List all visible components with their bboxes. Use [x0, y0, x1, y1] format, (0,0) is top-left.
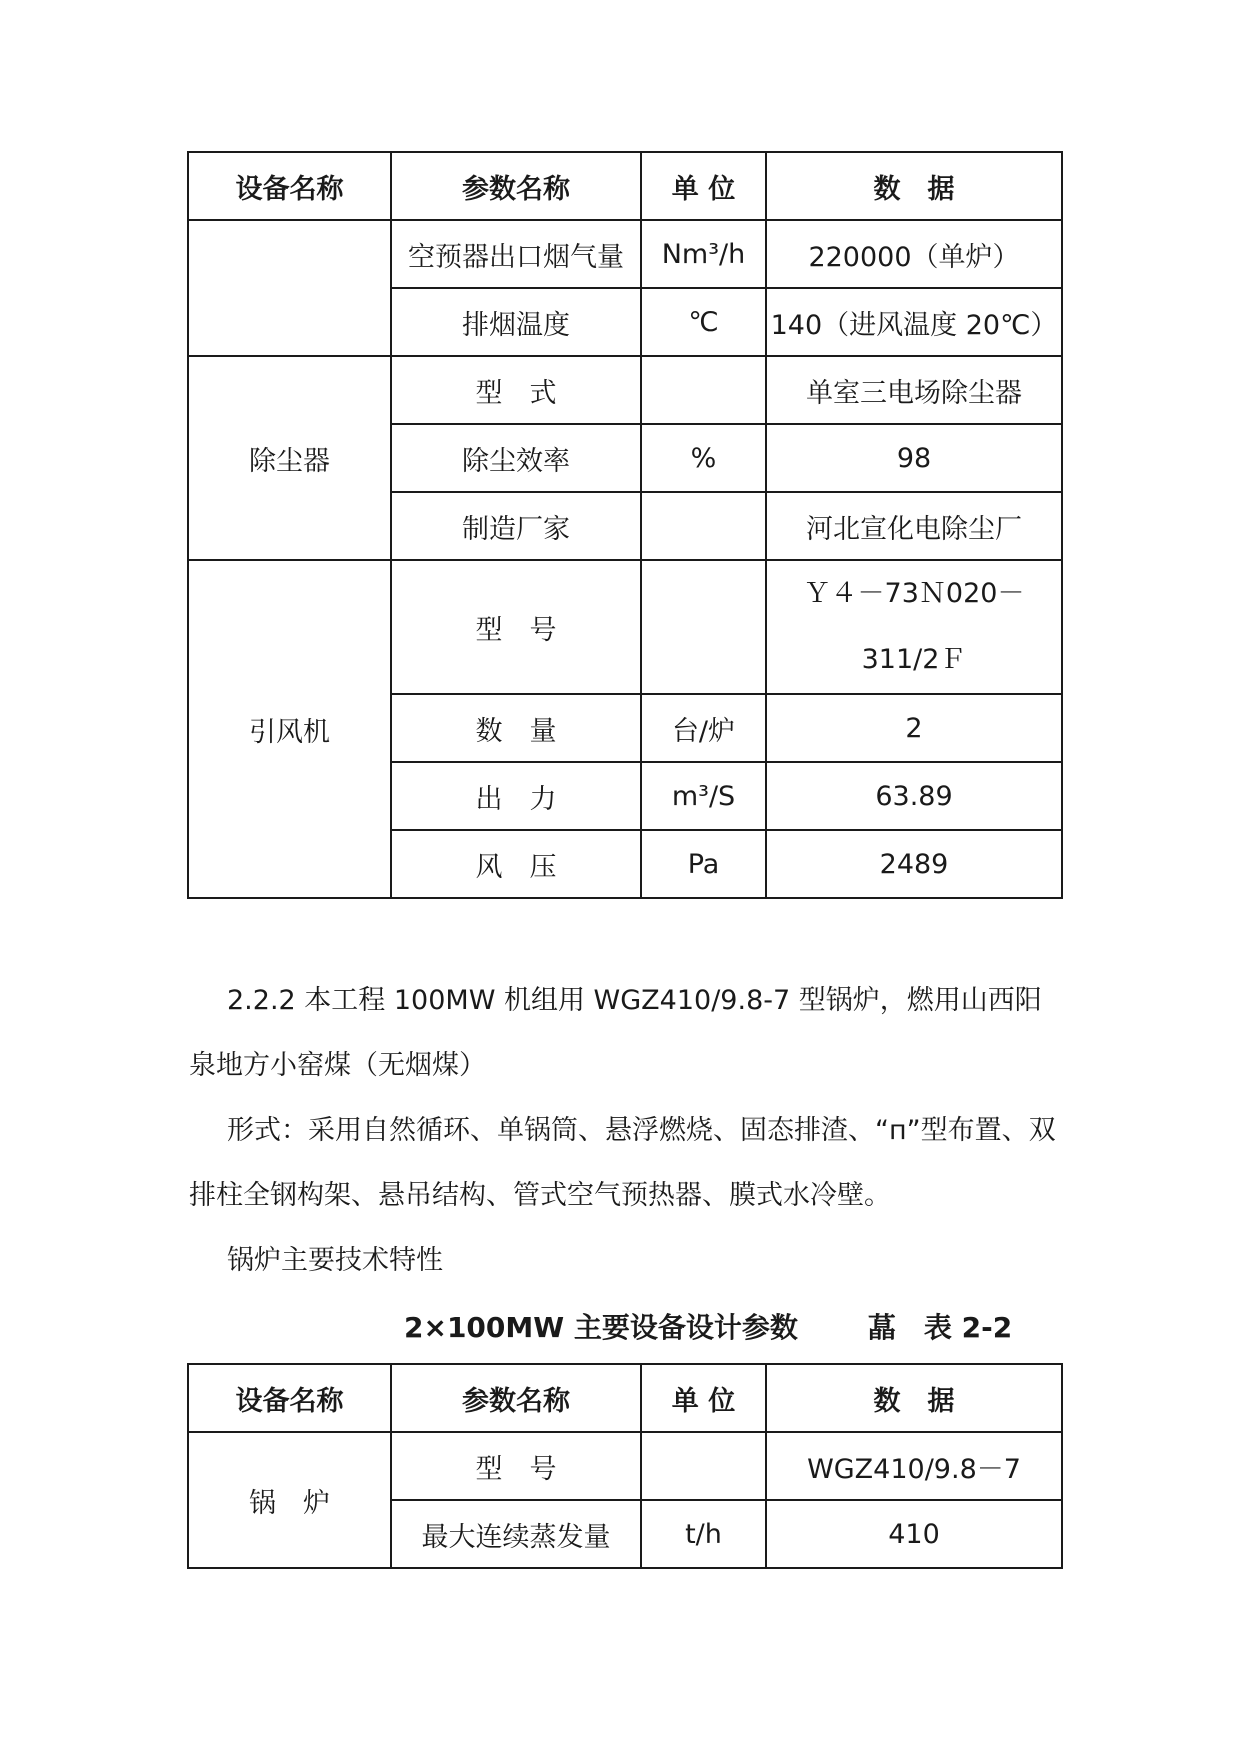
table-header-row [188, 152, 1062, 220]
value-cell: 河北宣化电除尘厂 [766, 492, 1062, 560]
header-data: 数 据 [766, 1364, 1062, 1432]
paragraph-boiler-form: 形式：采用自然循环、单锅筒、悬浮燃烧、固态排渣、“п”型布置、双排柱全钢构架、悬吊结构、管式空气预热器、膜式水冷壁。 [189, 1115, 1056, 1211]
param-cell: 型 号 [391, 1432, 641, 1500]
unit-cell [641, 1432, 766, 1500]
main-equipment-design-parameters-table [187, 1363, 1063, 1569]
table-caption [404, 1296, 1064, 1360]
header-device-name: 设备名称 [188, 1364, 391, 1432]
table-row [188, 356, 1062, 424]
value-cell: 2 [766, 694, 1062, 762]
value-cell: 单室三电场除尘器 [766, 356, 1062, 424]
unit-cell: 台/炉 [641, 694, 766, 762]
param-cell: 出 力 [391, 762, 641, 830]
unit-cell: t/h [641, 1500, 766, 1568]
table-row [188, 220, 1062, 288]
value-line-2: 311/2Ｆ [861, 644, 967, 675]
unit-cell [641, 492, 766, 560]
caption-table-number: 蕌 表 2-2 [867, 1311, 1013, 1344]
value-cell: 220000（单炉） [766, 220, 1062, 288]
device-cell-induced-draft-fan: 引风机 [188, 560, 391, 898]
value-cell: 63.89 [766, 762, 1062, 830]
unit-cell: % [641, 424, 766, 492]
table-row [188, 560, 1062, 694]
value-cell: WGZ410/9.8－7 [766, 1432, 1062, 1500]
unit-cell [641, 356, 766, 424]
device-cell-dust-collector: 除尘器 [188, 356, 391, 560]
header-data: 数 据 [766, 152, 1062, 220]
param-cell: 空预器出口烟气量 [391, 220, 641, 288]
equipment-parameters-table-continued [187, 151, 1063, 899]
param-cell: 制造厂家 [391, 492, 641, 560]
table-header-row [188, 1364, 1062, 1432]
unit-cell: Nm³/h [641, 220, 766, 288]
header-parameter-name: 参数名称 [391, 1364, 641, 1432]
header-unit: 单 位 [641, 1364, 766, 1432]
param-cell: 排烟温度 [391, 288, 641, 356]
value-cell: 2489 [766, 830, 1062, 898]
value-cell: 98 [766, 424, 1062, 492]
unit-cell: m³/S [641, 762, 766, 830]
header-parameter-name: 参数名称 [391, 152, 641, 220]
header-unit: 单 位 [641, 152, 766, 220]
value-cell: 410 [766, 1500, 1062, 1568]
value-cell-two-line [766, 560, 1062, 694]
param-cell: 风 压 [391, 830, 641, 898]
param-cell: 型 号 [391, 560, 641, 694]
param-cell: 型 式 [391, 356, 641, 424]
table-row [188, 1432, 1062, 1500]
unit-cell: Pa [641, 830, 766, 898]
param-cell: 最大连续蒸发量 [391, 1500, 641, 1568]
unit-cell [641, 560, 766, 694]
param-cell: 除尘效率 [391, 424, 641, 492]
value-cell: 140（进风温度 20℃） [766, 288, 1062, 356]
device-cell-boiler: 锅 炉 [188, 1432, 391, 1568]
header-device-name: 设备名称 [188, 152, 391, 220]
paragraph-boiler-intro: 2.2.2 本工程 100MW 机组用 WGZ410/9.8-7 型锅炉，燃用山西阳泉地方小窑煤（无烟煤） [189, 985, 1042, 1081]
paragraph-boiler-characteristics: 锅炉主要技术特性 [227, 1245, 443, 1276]
param-cell: 数 量 [391, 694, 641, 762]
unit-cell: ℃ [641, 288, 766, 356]
caption-title: 2×100MW 主要设备设计参数 [404, 1311, 798, 1344]
device-cell [188, 220, 391, 356]
value-line-1: Ｙ４－73Ｎ020－ [803, 578, 1025, 609]
